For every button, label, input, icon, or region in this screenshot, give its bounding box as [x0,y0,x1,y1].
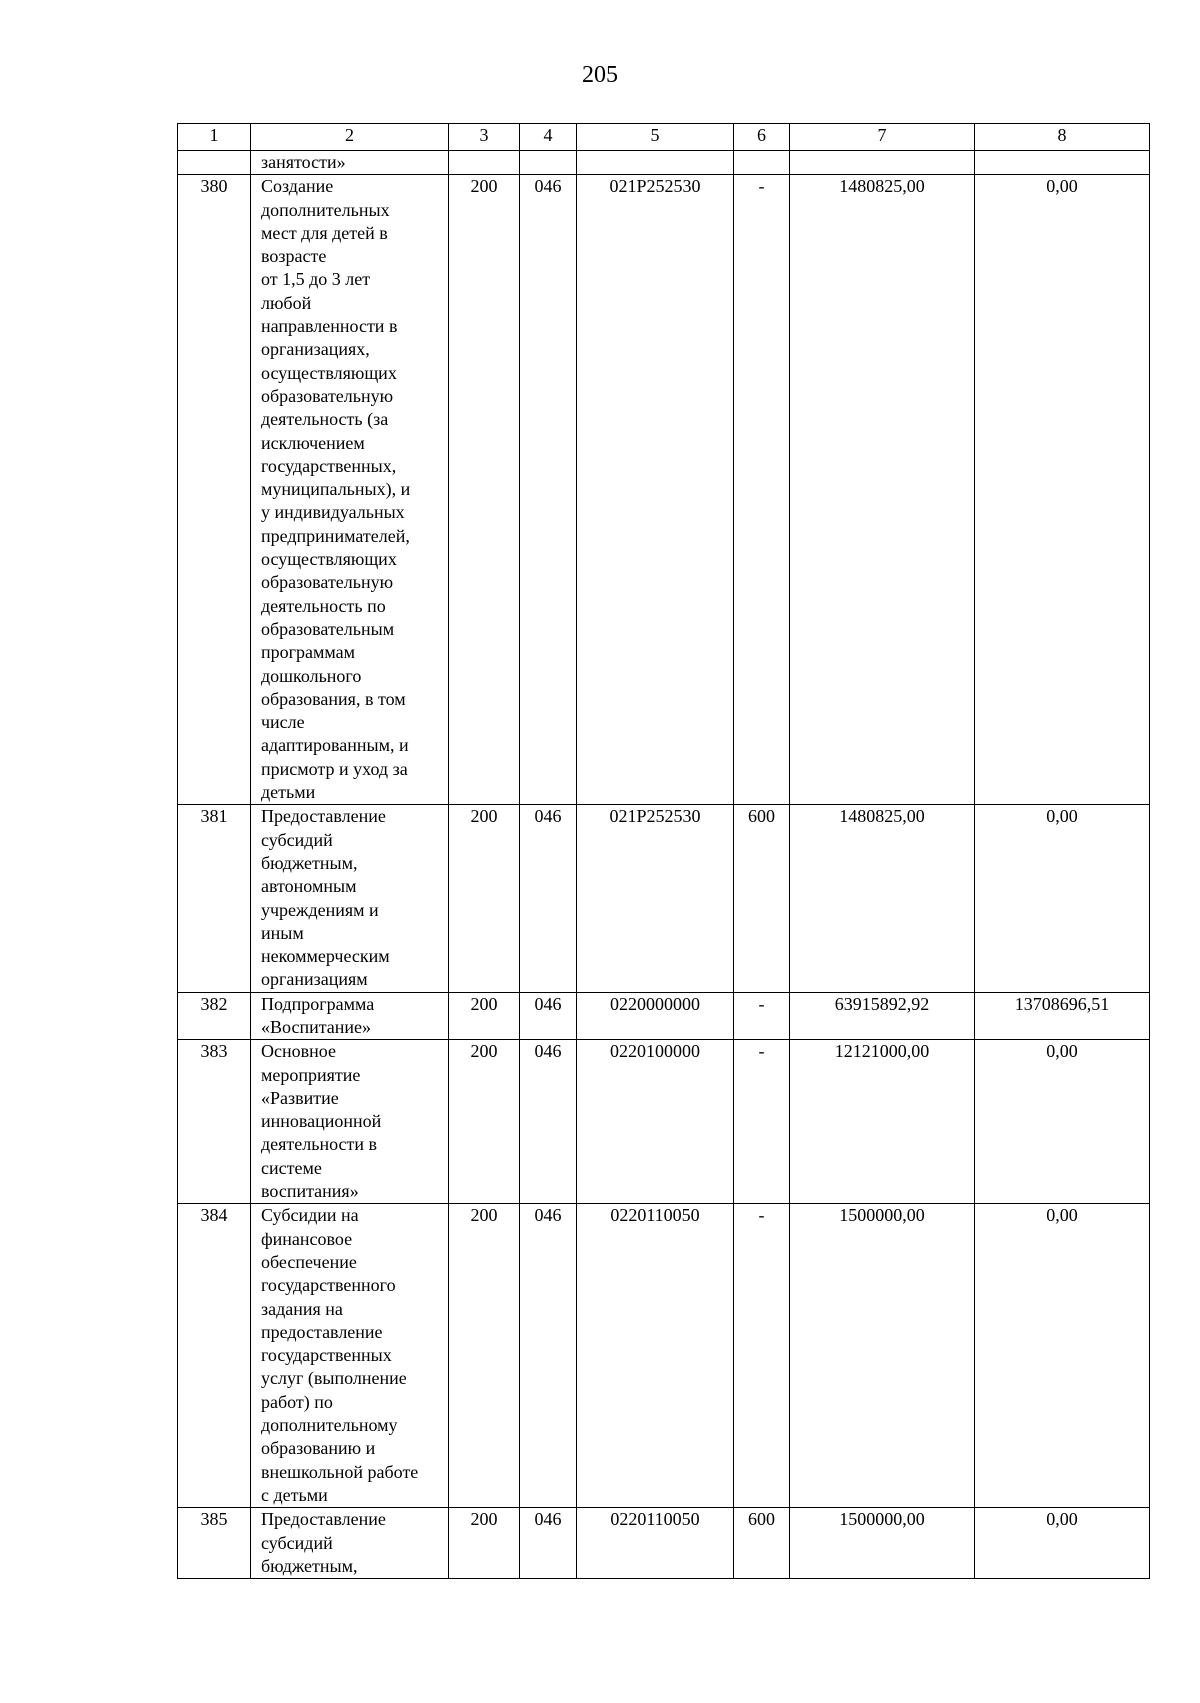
table-row [178,151,1150,175]
column-7-cell: 63915892,92 [790,992,975,1040]
column-8-cell: 0,00 [975,1040,1150,1204]
column-3-cell: 200 [449,175,520,805]
column-6-cell: - [734,992,790,1040]
column-4-cell: 046 [520,1040,577,1204]
column-5-cell: 0220000000 [577,992,734,1040]
table-row [178,175,1150,805]
page-number: 205 [582,62,618,88]
description-cell: Субсидии на финансовое обеспечение государственного задания на предоставление государственных услуг (выполнение работ) по дополнительному образованию и внешкольной работе с детьми [251,1204,449,1508]
column-5-cell [577,151,734,175]
column-4-cell: 046 [520,175,577,805]
column-5-cell: 0220110050 [577,1204,734,1508]
column-7-cell: 1500000,00 [790,1204,975,1508]
table-row [178,1508,1150,1579]
column-4-cell [520,151,577,175]
column-8-cell: 0,00 [975,805,1150,992]
description-cell: Подпрограмма «Воспитание» [251,992,449,1040]
column-6-cell: 600 [734,805,790,992]
column-3-cell: 200 [449,1508,520,1579]
column-5-cell: 021Р252530 [577,175,734,805]
description-cell: занятости» [251,151,449,175]
table-body [178,124,1150,1579]
column-6-cell: 600 [734,1508,790,1579]
column-4-cell: 046 [520,1508,577,1579]
column-3-cell: 200 [449,992,520,1040]
column-6-cell: - [734,1204,790,1508]
table-header-row [178,124,1150,151]
column-4-cell: 046 [520,1204,577,1508]
table-row [178,1204,1150,1508]
row-number-cell: 385 [178,1508,251,1579]
header-cell: 2 [251,124,449,151]
table-row [178,992,1150,1040]
header-cell: 1 [178,124,251,151]
column-5-cell: 021Р252530 [577,805,734,992]
column-3-cell: 200 [449,1204,520,1508]
column-3-cell: 200 [449,805,520,992]
column-6-cell [734,151,790,175]
column-5-cell: 0220100000 [577,1040,734,1204]
description-cell: Создание дополнительных мест для детей в возрасте от 1,5 до 3 лет любой направленности в организациях, осуществляющих образовательную деятельность (за исключением государственных, муниципальных), и у индивидуальных предпринимателей, осуществляющих образовательную деятельность по образовательным программам дошкольного образования, в том числе адаптированным, и присмотр и уход за детьми [251,175,449,805]
column-7-cell [790,151,975,175]
column-3-cell: 200 [449,1040,520,1204]
column-8-cell: 0,00 [975,175,1150,805]
column-7-cell: 12121000,00 [790,1040,975,1204]
description-cell: Предоставление субсидий бюджетным, [251,1508,449,1579]
header-cell: 8 [975,124,1150,151]
column-8-cell [975,151,1150,175]
column-7-cell: 1500000,00 [790,1508,975,1579]
column-8-cell: 0,00 [975,1508,1150,1579]
header-cell: 4 [520,124,577,151]
column-7-cell: 1480825,00 [790,175,975,805]
budget-table [177,123,1150,1579]
column-5-cell: 0220110050 [577,1508,734,1579]
column-6-cell: - [734,175,790,805]
row-number-cell [178,151,251,175]
row-number-cell: 383 [178,1040,251,1204]
header-cell: 5 [577,124,734,151]
header-cell: 6 [734,124,790,151]
column-8-cell: 0,00 [975,1204,1150,1508]
column-4-cell: 046 [520,805,577,992]
column-8-cell: 13708696,51 [975,992,1150,1040]
row-number-cell: 382 [178,992,251,1040]
description-cell: Предоставление субсидий бюджетным, автономным учреждениям и иным некоммерческим организациям [251,805,449,992]
row-number-cell: 380 [178,175,251,805]
column-7-cell: 1480825,00 [790,805,975,992]
row-number-cell: 384 [178,1204,251,1508]
row-number-cell: 381 [178,805,251,992]
description-cell: Основное мероприятие «Развитие инновационной деятельности в системе воспитания» [251,1040,449,1204]
column-3-cell [449,151,520,175]
column-4-cell: 046 [520,992,577,1040]
table-row [178,805,1150,992]
table-row [178,1040,1150,1204]
header-cell: 7 [790,124,975,151]
header-cell: 3 [449,124,520,151]
column-6-cell: - [734,1040,790,1204]
